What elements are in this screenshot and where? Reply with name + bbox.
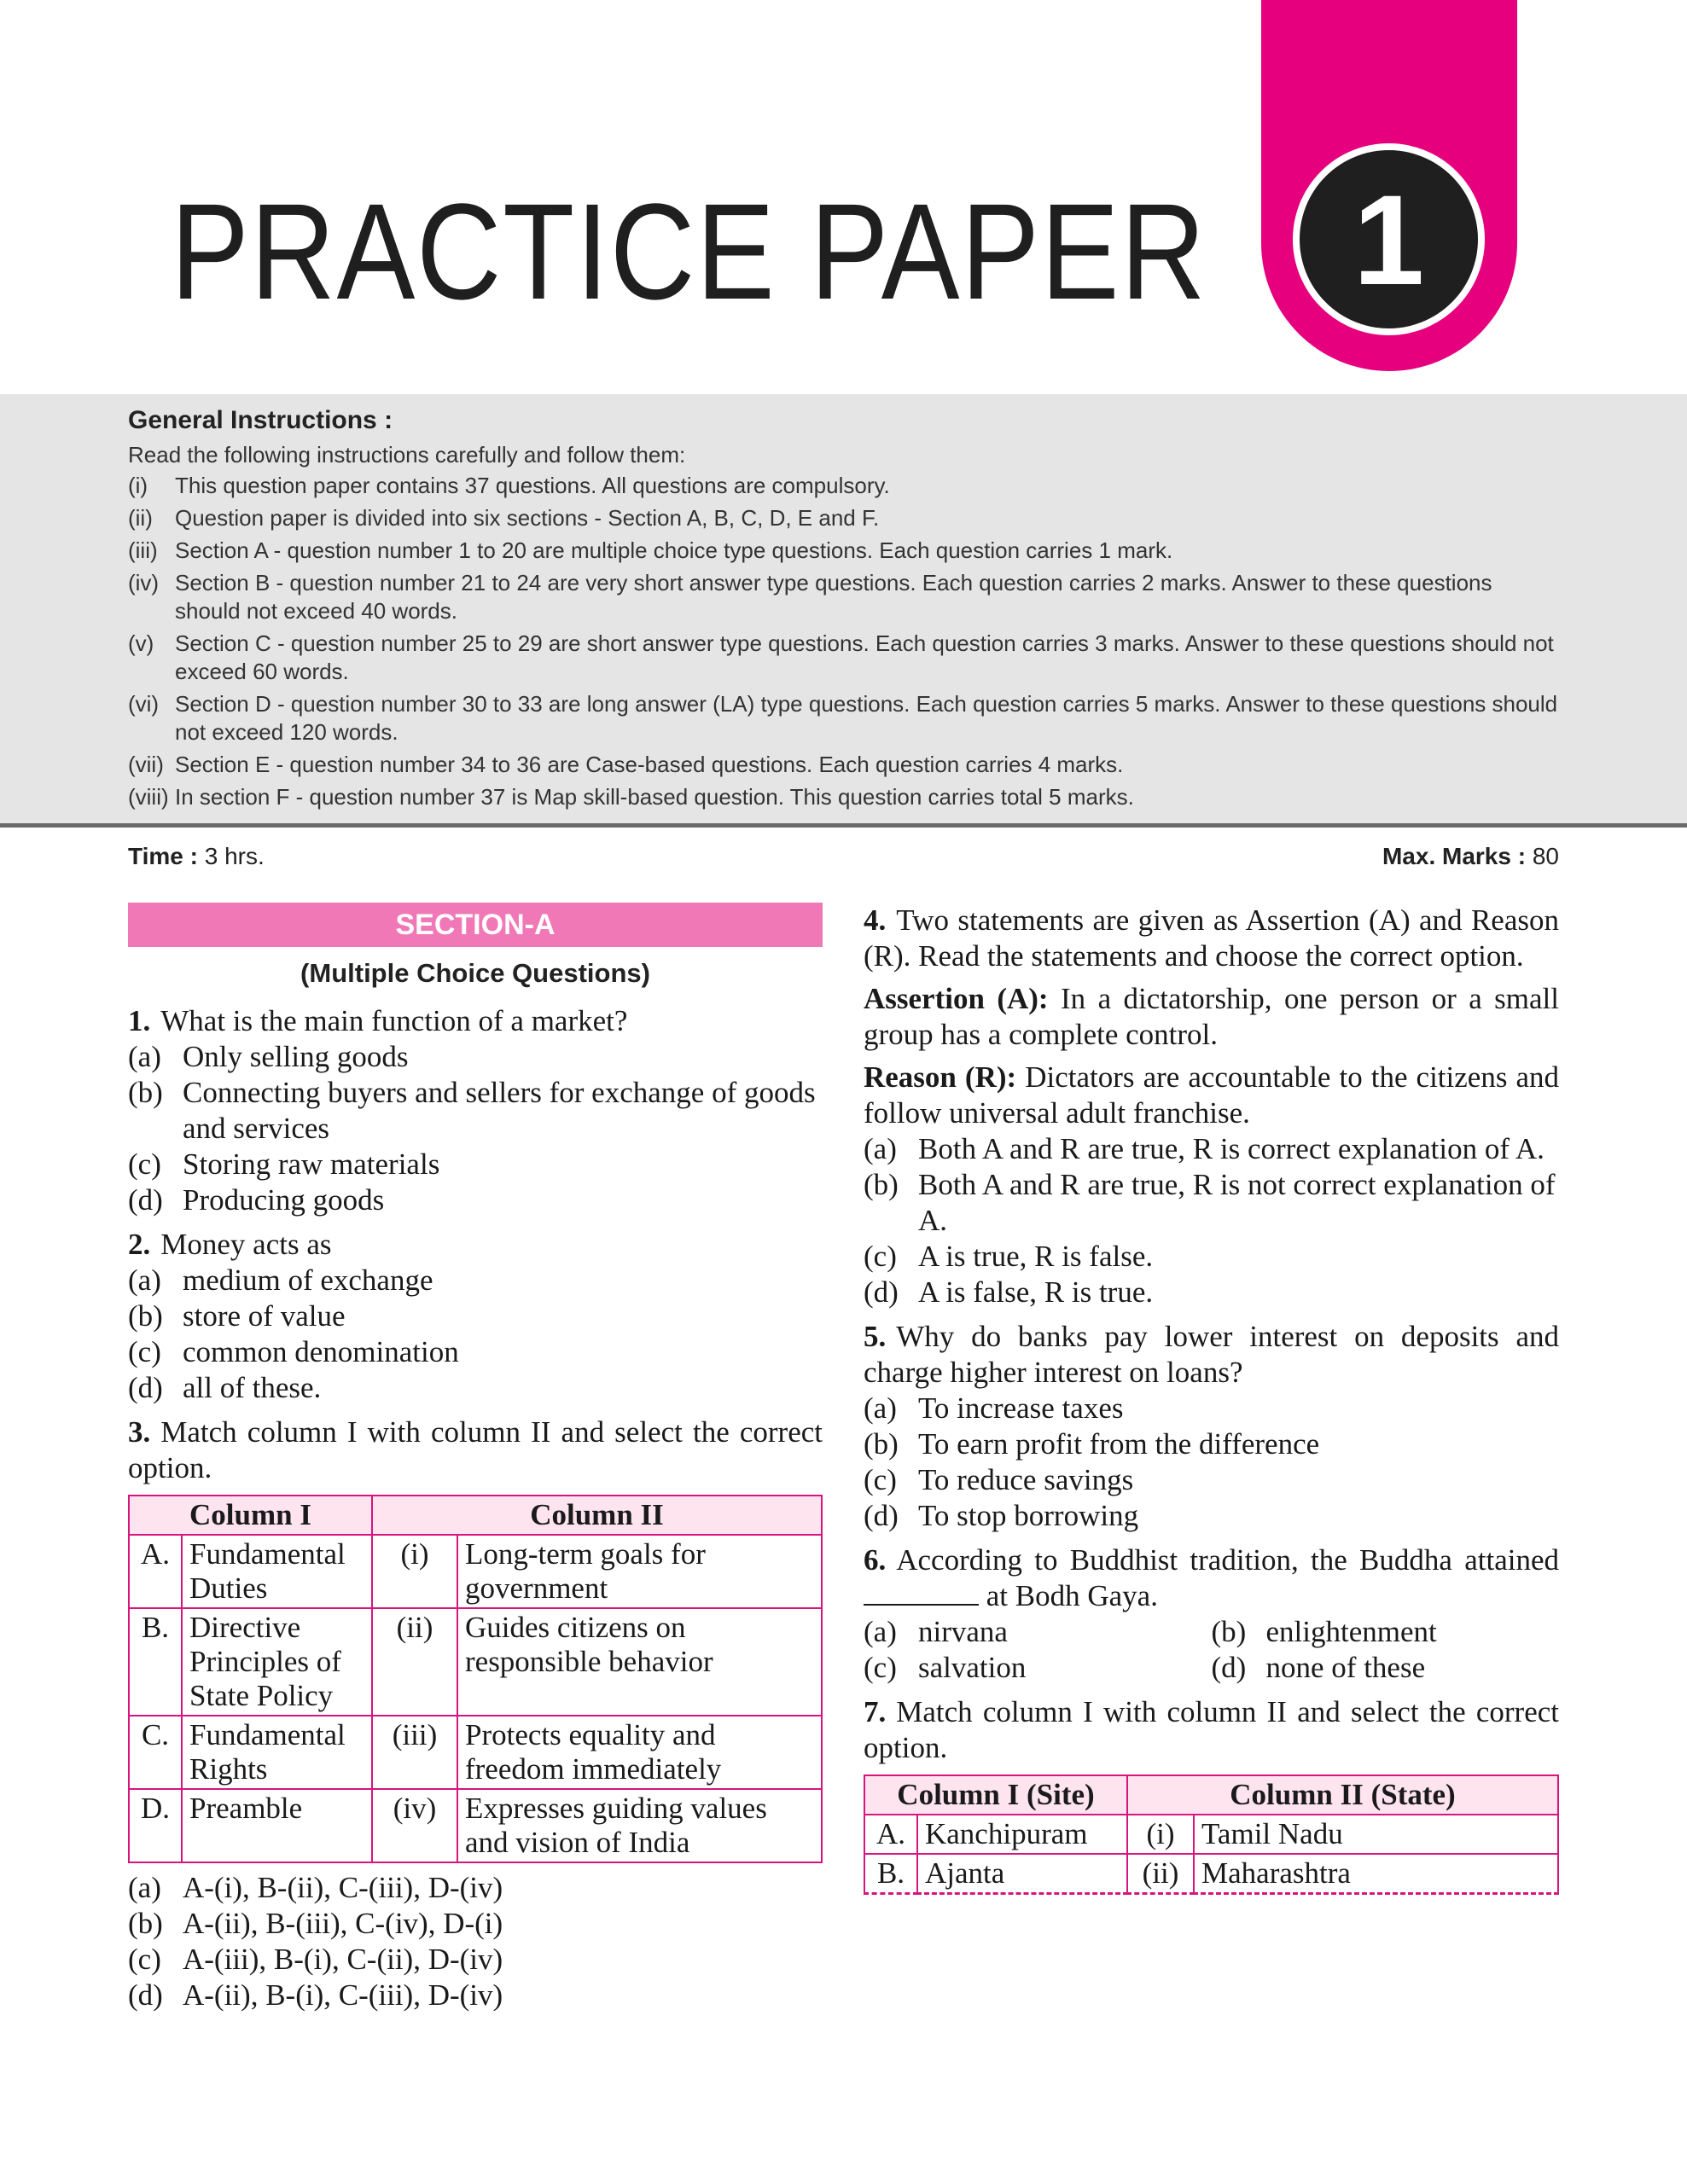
instruction-number: (iii) bbox=[128, 537, 158, 563]
row-item: Fundamental Duties bbox=[182, 1535, 372, 1608]
column-header: Column II bbox=[372, 1496, 822, 1535]
row-item: Kanchipuram bbox=[917, 1815, 1127, 1854]
option-letter: (b) bbox=[128, 1299, 163, 1333]
instruction-text: Section B - question number 21 to 24 are very short answer type questions. Each question carries 2 marks. Answer to these questions should not exceed 40 words. bbox=[175, 570, 1492, 624]
option-letter: (a) bbox=[128, 1871, 161, 1904]
option-letter: (c) bbox=[864, 1463, 897, 1496]
option-letter: (b) bbox=[128, 1907, 163, 1940]
question-text: What is the main function of a market? bbox=[160, 1004, 628, 1037]
option-letter: (d) bbox=[128, 1371, 163, 1404]
option-text: enlightenment bbox=[1265, 1615, 1437, 1648]
question-stem bbox=[128, 1227, 823, 1263]
question-number: 3. bbox=[128, 1415, 151, 1449]
option-letter: (d) bbox=[128, 1183, 163, 1217]
option-text: none of these bbox=[1265, 1651, 1426, 1684]
row-label: (i) bbox=[1127, 1815, 1194, 1854]
row-item: Long-term goals for government bbox=[457, 1535, 822, 1608]
option-letter: (a) bbox=[864, 1132, 897, 1165]
option-text: medium of exchange bbox=[183, 1263, 433, 1297]
question-number: 6. bbox=[864, 1543, 887, 1577]
option-text: Producing goods bbox=[183, 1183, 385, 1217]
max-marks-value: 80 bbox=[1532, 843, 1559, 869]
option-letter: (c) bbox=[128, 1147, 161, 1181]
question-stem bbox=[864, 1694, 1559, 1766]
question-text: Why do banks pay lower interest on deposits and charge higher interest on loans? bbox=[864, 1320, 1559, 1389]
question-1 bbox=[128, 1003, 823, 1218]
option-letter: (d) bbox=[1211, 1651, 1247, 1684]
option-letter: (c) bbox=[864, 1240, 897, 1273]
row-label: (ii) bbox=[1127, 1854, 1194, 1894]
instruction-item bbox=[128, 783, 1562, 811]
page-title: PRACTICE PAPER bbox=[171, 175, 1207, 328]
option-letter: (a) bbox=[128, 1263, 161, 1297]
option-text: common denomination bbox=[183, 1335, 459, 1368]
option bbox=[864, 1131, 1559, 1167]
option-text: To earn profit from the difference bbox=[918, 1427, 1320, 1461]
row-label: (i) bbox=[372, 1535, 457, 1608]
time-value: 3 hrs. bbox=[204, 843, 265, 869]
question-6 bbox=[864, 1542, 1559, 1686]
row-item: Preamble bbox=[182, 1789, 372, 1862]
fill-in-blank bbox=[864, 1580, 979, 1606]
option-text: Both A and R are true, R is correct explanation of A. bbox=[918, 1132, 1544, 1165]
instruction-number: (ii) bbox=[128, 505, 153, 531]
option bbox=[864, 1498, 1559, 1534]
instruction-number: (iv) bbox=[128, 570, 160, 595]
instruction-item bbox=[128, 751, 1562, 779]
option-text: A is true, R is false. bbox=[918, 1240, 1154, 1273]
table-row bbox=[864, 1815, 1558, 1854]
question-text: According to Buddhist tradition, the Buddha attained bbox=[896, 1543, 1559, 1577]
time-label: Time : bbox=[128, 843, 198, 869]
option bbox=[128, 1942, 823, 1978]
max-marks-label: Max. Marks : bbox=[1382, 843, 1527, 869]
row-label: C. bbox=[129, 1716, 182, 1789]
option bbox=[128, 1039, 823, 1075]
table-row bbox=[129, 1535, 822, 1608]
question-5 bbox=[864, 1319, 1559, 1534]
row-item: Guides citizens on responsible behavior bbox=[457, 1608, 822, 1716]
row-item: Ajanta bbox=[917, 1854, 1127, 1894]
option bbox=[128, 1075, 823, 1147]
option-text: A-(ii), B-(i), C-(iii), D-(iv) bbox=[183, 1978, 503, 2012]
option bbox=[128, 1870, 823, 1906]
instructions-intro: Read the following instructions carefully and follow them: bbox=[128, 442, 686, 468]
option bbox=[1212, 1614, 1560, 1650]
instructions-list bbox=[128, 472, 1562, 811]
option bbox=[864, 1167, 1559, 1239]
row-label: (ii) bbox=[372, 1608, 457, 1716]
option-text: To reduce savings bbox=[918, 1463, 1134, 1496]
option-text: A is false, R is true. bbox=[918, 1275, 1154, 1309]
instructions-heading: General Instructions : bbox=[128, 406, 393, 434]
option-text: Connecting buyers and sellers for exchange of goods and services bbox=[183, 1076, 816, 1145]
table-row bbox=[129, 1608, 822, 1716]
instruction-item bbox=[128, 569, 1562, 625]
option-letter: (a) bbox=[128, 1040, 161, 1073]
option-text: A-(iii), B-(i), C-(ii), D-(iv) bbox=[183, 1943, 503, 1976]
row-label: A. bbox=[864, 1815, 917, 1854]
option bbox=[128, 1147, 823, 1182]
table-row bbox=[129, 1716, 822, 1789]
assertion-text: In a dictatorship, one person or a small group has a complete control. bbox=[864, 982, 1559, 1051]
match-table bbox=[864, 1774, 1559, 1895]
option-text: store of value bbox=[183, 1299, 346, 1333]
paper-meta bbox=[128, 843, 1559, 870]
paper-number-badge bbox=[1293, 143, 1485, 335]
section-title: SECTION-A bbox=[128, 903, 823, 947]
option-letter: (b) bbox=[128, 1076, 163, 1109]
assertion-label: Assertion (A): bbox=[864, 982, 1049, 1015]
option-letter: (c) bbox=[128, 1335, 161, 1368]
option-text: Only selling goods bbox=[183, 1040, 409, 1073]
option bbox=[864, 1462, 1559, 1498]
assertion bbox=[864, 981, 1559, 1053]
instruction-item bbox=[128, 690, 1562, 746]
option bbox=[864, 1391, 1559, 1426]
instruction-text: This question paper contains 37 questions. All questions are compulsory. bbox=[175, 473, 890, 498]
general-instructions-box bbox=[0, 394, 1687, 828]
option bbox=[128, 1334, 823, 1370]
option-text: To stop borrowing bbox=[918, 1499, 1139, 1532]
row-item: Protects equality and freedom immediately bbox=[457, 1716, 822, 1789]
option-letter: (a) bbox=[864, 1615, 897, 1648]
option bbox=[128, 1906, 823, 1942]
option-letter: (b) bbox=[1211, 1615, 1247, 1648]
row-item: Fundamental Rights bbox=[182, 1716, 372, 1789]
question-stem bbox=[128, 1003, 823, 1039]
row-label: B. bbox=[864, 1854, 917, 1894]
left-column bbox=[128, 903, 823, 2022]
question-text: Match column I with column II and select the correct option. bbox=[864, 1695, 1559, 1764]
instruction-item bbox=[128, 630, 1562, 686]
question-number: 1. bbox=[128, 1004, 151, 1037]
section-subtitle: (Multiple Choice Questions) bbox=[300, 958, 650, 988]
option bbox=[128, 1298, 823, 1334]
question-text: Match column I with column II and select the correct option. bbox=[128, 1415, 823, 1484]
table-row bbox=[129, 1789, 822, 1862]
question-stem bbox=[864, 1319, 1559, 1391]
instruction-number: (viii) bbox=[128, 784, 169, 810]
instruction-text: Question paper is divided into six sections - Section A, B, C, D, E and F. bbox=[175, 505, 880, 531]
option bbox=[128, 1182, 823, 1218]
question-number: 7. bbox=[864, 1695, 887, 1728]
instruction-number: (vii) bbox=[128, 752, 164, 777]
instruction-text: Section C - question number 25 to 29 are short answer type questions. Each question carries 3 marks. Answer to these questions should not exceed 60 words. bbox=[175, 630, 1554, 684]
option-letter: (c) bbox=[128, 1943, 161, 1976]
option-letter: (d) bbox=[864, 1499, 899, 1532]
option-text: Storing raw materials bbox=[183, 1147, 440, 1181]
question-4 bbox=[864, 903, 1559, 1310]
row-label: A. bbox=[129, 1535, 182, 1608]
option bbox=[1212, 1650, 1560, 1686]
question-text-end: at Bodh Gaya. bbox=[986, 1579, 1158, 1612]
instruction-item bbox=[128, 504, 1562, 532]
question-3 bbox=[128, 1414, 823, 2013]
question-stem bbox=[128, 1414, 823, 1486]
row-item: Tamil Nadu bbox=[1194, 1815, 1558, 1854]
option bbox=[128, 1978, 823, 2013]
general-instructions bbox=[128, 406, 1562, 816]
row-label: B. bbox=[129, 1608, 182, 1716]
question-number: 5. bbox=[864, 1320, 887, 1353]
time-info bbox=[128, 843, 265, 870]
match-table bbox=[128, 1495, 823, 1863]
option-letter: (c) bbox=[864, 1651, 897, 1684]
instruction-text: In section F - question number 37 is Map skill-based question. This question carries total 5 marks. bbox=[175, 784, 1134, 810]
right-column bbox=[864, 903, 1559, 1903]
column-header: Column II (State) bbox=[1127, 1775, 1558, 1815]
option-text: A-(i), B-(ii), C-(iii), D-(iv) bbox=[183, 1871, 503, 1904]
option-letter: (d) bbox=[128, 1978, 163, 2012]
row-label: D. bbox=[129, 1789, 182, 1862]
instruction-text: Section D - question number 30 to 33 are long answer (LA) type questions. Each question carries 5 marks. Answer to these questions should not exceed 120 words. bbox=[175, 691, 1558, 745]
instruction-number: (i) bbox=[128, 473, 148, 498]
reason-label: Reason (R): bbox=[864, 1060, 1017, 1094]
instruction-item bbox=[128, 472, 1562, 500]
option-letter: (d) bbox=[864, 1275, 899, 1309]
options-grid bbox=[864, 1614, 1559, 1686]
row-label: (iii) bbox=[372, 1716, 457, 1789]
question-number: 4. bbox=[864, 903, 887, 937]
question-stem bbox=[864, 1542, 1559, 1614]
row-item: Expresses guiding values and vision of India bbox=[457, 1789, 822, 1862]
row-item: Maharashtra bbox=[1194, 1854, 1558, 1894]
option bbox=[128, 1370, 823, 1406]
option-letter: (a) bbox=[864, 1391, 897, 1425]
column-header: Column I (Site) bbox=[864, 1775, 1127, 1815]
reason bbox=[864, 1060, 1559, 1131]
paper-number: 1 bbox=[1353, 167, 1425, 311]
row-label: (iv) bbox=[372, 1789, 457, 1862]
option-letter: (b) bbox=[864, 1168, 899, 1201]
question-number: 2. bbox=[128, 1228, 151, 1261]
row-item: Directive Principles of State Policy bbox=[182, 1608, 372, 1716]
option bbox=[864, 1275, 1559, 1310]
option bbox=[864, 1614, 1212, 1650]
option-text: To increase taxes bbox=[918, 1391, 1124, 1425]
question-text: Money acts as bbox=[160, 1228, 332, 1261]
option bbox=[864, 1650, 1212, 1686]
option bbox=[864, 1426, 1559, 1462]
option-text: salvation bbox=[918, 1651, 1027, 1684]
table-row bbox=[864, 1854, 1558, 1894]
table-header-row bbox=[864, 1775, 1558, 1815]
option-text: nirvana bbox=[918, 1615, 1008, 1648]
option bbox=[128, 1263, 823, 1298]
max-marks-info bbox=[1382, 843, 1559, 870]
table-header-row bbox=[129, 1496, 822, 1535]
instruction-item bbox=[128, 537, 1562, 565]
instruction-number: (v) bbox=[128, 630, 154, 656]
option-text: all of these. bbox=[183, 1371, 322, 1404]
option-text: Both A and R are true, R is not correct explanation of A. bbox=[918, 1168, 1556, 1237]
question-2 bbox=[128, 1227, 823, 1406]
option bbox=[864, 1239, 1559, 1275]
reason-text: Dictators are accountable to the citizens and follow universal adult franchise. bbox=[864, 1060, 1560, 1130]
question-7 bbox=[864, 1694, 1559, 1895]
option-letter: (b) bbox=[864, 1427, 899, 1461]
question-stem bbox=[864, 903, 1559, 974]
column-header: Column I bbox=[129, 1496, 372, 1535]
question-text: Two statements are given as Assertion (A) and Reason (R). Read the statements and choose the correct option. bbox=[864, 903, 1559, 973]
instruction-number: (vi) bbox=[128, 691, 160, 717]
instruction-text: Section E - question number 34 to 36 are Case-based questions. Each question carries 4 marks. bbox=[175, 752, 1124, 777]
instruction-text: Section A - question number 1 to 20 are multiple choice type questions. Each question carries 1 mark. bbox=[175, 537, 1173, 563]
option-text: A-(ii), B-(iii), C-(iv), D-(i) bbox=[183, 1907, 503, 1940]
